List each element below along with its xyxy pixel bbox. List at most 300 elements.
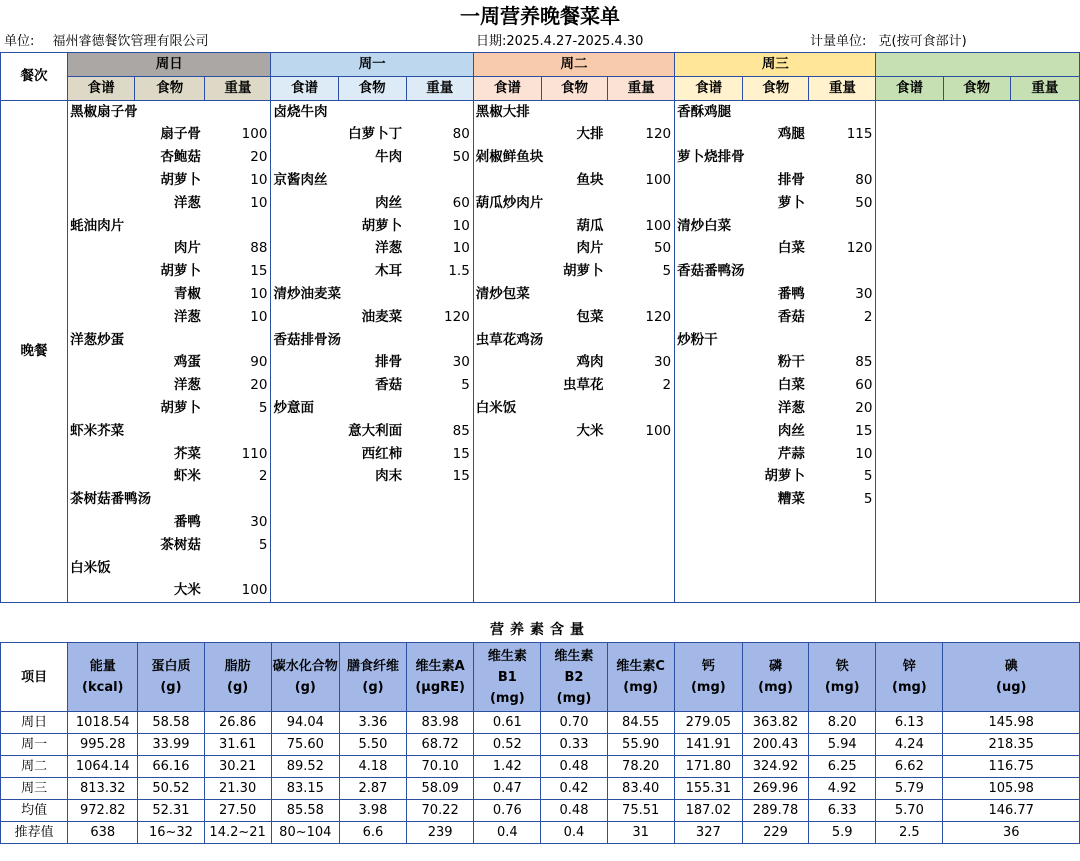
dish-name: 卤烧牛肉 [273,103,328,120]
food-name: 胡萝卜 [160,263,201,280]
nutrient-header: 锌 (mg) [876,643,943,712]
unit-info [4,33,209,51]
food-weight: 5 [809,488,876,511]
food-weight: 10 [809,443,876,466]
menu-row [1,192,1080,215]
dish-name [876,237,943,260]
dish-name [675,511,743,534]
nutrition-row [1,756,1080,778]
dish-name [271,146,338,169]
weight-header: 重量 [205,76,271,100]
food-name: 茶树菇 [160,536,201,553]
food-weight [809,215,876,238]
food-weight [809,511,876,534]
food-weight [205,488,271,511]
food-name: 虫草花 [563,377,604,394]
food-name [743,557,809,580]
food-weight [205,557,271,580]
food-weight: 10 [205,169,271,192]
nutrient-value: 6.6 [339,822,406,844]
food-weight [205,215,271,238]
dish-name [271,557,338,580]
food-header: 食物 [943,76,1010,100]
page-title: 一周营养晚餐菜单 [460,4,620,28]
dish-name [271,237,338,260]
food-weight [406,283,473,306]
food-name [135,215,205,238]
food-name [541,511,607,534]
food-name: 青椒 [173,285,201,302]
food-name [541,579,607,602]
nutrient-value: 27.50 [204,800,271,822]
dish-name [68,443,135,466]
food-weight [406,511,473,534]
nutrient-value: 813.32 [68,778,138,800]
dish-name [473,511,541,534]
dish-name [876,123,943,146]
dish-name [876,260,943,283]
nutrient-value: 70.10 [407,756,474,778]
food-weight [205,420,271,443]
day-header: 周一 [271,53,473,77]
nutrient-value: 1064.14 [68,756,138,778]
dish-name: 京酱肉丝 [273,171,328,188]
nutrition-row [1,778,1080,800]
food-name: 芹蒜 [777,445,805,462]
food-name: 鸡腿 [777,126,805,143]
dish-name [271,511,338,534]
food-name [943,374,1010,397]
food-name [943,465,1010,488]
menu-table [0,52,1080,603]
dish-name [473,237,541,260]
nutrient-value: 218.35 [943,734,1080,756]
food-weight: 2 [809,306,876,329]
food-weight [1010,192,1079,215]
food-name: 鸡肉 [576,354,604,371]
food-name [541,100,607,123]
food-name: 木耳 [375,263,403,280]
food-weight: 10 [406,237,473,260]
food-name: 鸡蛋 [173,354,201,371]
dish-name [876,215,943,238]
measure-info [810,33,967,51]
food-weight [406,329,473,352]
dish-name [675,192,743,215]
food-weight [608,534,675,557]
menu-row [1,511,1080,534]
dish-name [473,306,541,329]
food-name [943,146,1010,169]
day-header [876,53,1080,77]
food-name [338,511,406,534]
food-name: 洋葱 [777,399,805,416]
nutrition-header-row [1,643,1080,712]
food-weight: 20 [205,146,271,169]
food-name [135,100,205,123]
food-name: 白菜 [777,377,805,394]
nutrient-value: 995.28 [68,734,138,756]
food-weight: 60 [406,192,473,215]
nutrient-value: 21.30 [204,778,271,800]
dish-name [271,374,338,397]
dish-name [68,511,135,534]
dish-name: 黑椒大排 [475,103,530,120]
food-weight: 5 [205,534,271,557]
dish-name [675,351,743,374]
nutrient-value: 83.40 [607,778,674,800]
dish-name: 炒意面 [273,399,314,416]
food-weight [406,397,473,420]
food-weight [1010,260,1079,283]
dish-name [876,488,943,511]
food-weight [608,100,675,123]
food-weight [1010,511,1079,534]
meal-name: 晚餐 [1,100,68,603]
food-weight: 80 [406,123,473,146]
food-weight: 110 [205,443,271,466]
dish-name [876,306,943,329]
dish-name [876,351,943,374]
food-name [338,169,406,192]
weight-header: 重量 [1010,76,1079,100]
food-weight [406,534,473,557]
food-name: 肉末 [375,468,403,485]
food-weight: 5 [406,374,473,397]
nutrient-value: 6.62 [876,756,943,778]
weight-header: 重量 [608,76,675,100]
nutrient-value: 2.5 [876,822,943,844]
nutrient-value: 2.87 [339,778,406,800]
food-name: 芥菜 [173,445,201,462]
nutrient-value: 84.55 [607,712,674,734]
nutrient-value: 0.61 [474,712,541,734]
food-weight [608,488,675,511]
food-weight: 2 [205,465,271,488]
menu-row [1,215,1080,238]
dish-name [675,123,743,146]
food-weight [608,579,675,602]
menu-row [1,534,1080,557]
food-weight [809,146,876,169]
food-name: 洋葱 [173,377,201,394]
nutrient-value: 58.58 [138,712,204,734]
dish-name [271,192,338,215]
nutrient-value: 200.43 [742,734,808,756]
dish-name [675,283,743,306]
food-name [541,192,607,215]
food-weight [1010,306,1079,329]
food-weight: 120 [809,237,876,260]
food-name: 白萝卜丁 [348,126,403,143]
nutrient-header: 能量 (kcal) [68,643,138,712]
food-weight [1010,351,1079,374]
food-name [743,511,809,534]
dish-name: 剁椒鲜鱼块 [475,149,544,166]
food-weight [608,465,675,488]
dish-name [473,260,541,283]
food-name [943,169,1010,192]
row-label: 周日 [1,712,68,734]
nutrient-value: 0.52 [474,734,541,756]
food-name [541,465,607,488]
dish-name: 萝卜烧排骨 [677,149,745,166]
nutrient-header: 蛋白质 (g) [138,643,204,712]
food-weight: 115 [809,123,876,146]
nutrient-value: 6.33 [809,800,876,822]
food-weight: 1.5 [406,260,473,283]
food-name: 大米 [576,422,604,439]
menu-row [1,488,1080,511]
menu-day-header-row [1,53,1080,77]
food-name [943,237,1010,260]
nutrient-value: 66.16 [138,756,204,778]
food-weight: 30 [809,283,876,306]
menu-row [1,123,1080,146]
food-weight [1010,397,1079,420]
food-weight: 100 [608,169,675,192]
dish-name [68,169,135,192]
food-weight [1010,100,1079,123]
nutrient-value: 972.82 [68,800,138,822]
nutrition-table [0,642,1080,844]
measure-value: 克(按可食部计) [878,34,967,49]
food-weight: 5 [809,465,876,488]
nutrient-value: 83.15 [271,778,339,800]
food-weight [608,283,675,306]
food-name: 洋葱 [173,308,201,325]
dish-name [876,534,943,557]
day-header: 周三 [675,53,876,77]
food-weight: 100 [608,215,675,238]
dish-name [68,306,135,329]
dish-name: 炒粉干 [677,331,718,348]
food-name: 白菜 [777,240,805,257]
dish-name [876,283,943,306]
dish-name [271,488,338,511]
dish-name [473,579,541,602]
menu-row [1,397,1080,420]
food-name [743,534,809,557]
nutrient-header: 脂肪 (g) [204,643,271,712]
nutrient-value: 30.21 [204,756,271,778]
nutrient-value: 363.82 [742,712,808,734]
food-name [541,283,607,306]
nutrient-value: 146.77 [943,800,1080,822]
food-weight: 90 [205,351,271,374]
nutrient-value: 105.98 [943,778,1080,800]
food-name [338,579,406,602]
nutrient-value: 145.98 [943,712,1080,734]
food-name [743,100,809,123]
food-name [943,123,1010,146]
row-label: 周一 [1,734,68,756]
nutrition-row [1,712,1080,734]
dish-name [68,374,135,397]
food-weight [205,329,271,352]
date-info [476,33,643,51]
dish-name: 香酥鸡腿 [677,103,732,120]
dish-name [675,374,743,397]
food-name: 胡萝卜 [764,468,805,485]
menu-row [1,169,1080,192]
food-weight [1010,534,1079,557]
food-name: 洋葱 [375,240,403,257]
food-name: 肉片 [576,240,604,257]
dish-name [271,579,338,602]
dish-name: 清炒油麦菜 [273,285,341,302]
food-name: 肉丝 [777,422,805,439]
nutrient-value: 187.02 [674,800,742,822]
nutrient-value: 5.9 [809,822,876,844]
dish-name [876,579,943,602]
dish-name [68,192,135,215]
food-name: 胡萝卜 [361,217,403,234]
food-weight: 10 [205,306,271,329]
dish-name [675,557,743,580]
food-name: 包菜 [576,308,604,325]
food-name [541,443,607,466]
dish-name [876,465,943,488]
food-weight [608,329,675,352]
food-weight: 15 [809,420,876,443]
food-name [943,534,1010,557]
food-name [338,283,406,306]
dish-name [68,534,135,557]
menu-row [1,100,1080,123]
dish-name [675,534,743,557]
nutrient-header: 钙 (mg) [674,643,742,712]
nutrient-value: 279.05 [674,712,742,734]
food-weight: 50 [406,146,473,169]
nutrient-header: 磷 (mg) [742,643,808,712]
dish-name [876,169,943,192]
dish-name [473,443,541,466]
food-name [541,397,607,420]
food-weight [406,488,473,511]
food-weight: 120 [608,306,675,329]
dish-name [473,557,541,580]
nutrient-value: 141.91 [674,734,742,756]
food-weight: 80 [809,169,876,192]
food-weight: 50 [608,237,675,260]
food-name: 西红柿 [361,445,403,462]
menu-row [1,283,1080,306]
nutrient-header: 碳水化合物 (g) [271,643,339,712]
food-weight [1010,329,1079,352]
menu-row [1,329,1080,352]
nutrient-value: 0.4 [474,822,541,844]
nutrient-value: 638 [68,822,138,844]
nutrient-value: 78.20 [607,756,674,778]
dish-name [675,465,743,488]
food-weight: 85 [406,420,473,443]
nutrient-value: 52.31 [138,800,204,822]
food-name: 油麦菜 [361,308,403,325]
food-weight [809,260,876,283]
food-name: 扇子骨 [160,126,201,143]
unit-label: 单位: [4,34,35,49]
nutrient-value: 50.52 [138,778,204,800]
dish-name [675,443,743,466]
food-name: 萝卜 [777,194,805,211]
dish-name [675,579,743,602]
dish-name [473,123,541,146]
nutrition-row [1,734,1080,756]
nutrient-header: 铁 (mg) [809,643,876,712]
food-weight [205,100,271,123]
dish-name [876,420,943,443]
nutrient-value: 94.04 [271,712,339,734]
menu-row [1,260,1080,283]
day-header: 周日 [68,53,271,77]
food-weight [1010,283,1079,306]
unit-value: 福州睿德餐饮管理有限公司 [52,34,209,49]
nutrient-value: 229 [742,822,808,844]
food-name [743,329,809,352]
dish-name [68,123,135,146]
row-label: 推荐值 [1,822,68,844]
nutrient-value: 31 [607,822,674,844]
dish-name: 葫瓜炒肉片 [475,194,544,211]
food-name: 番鸭 [173,513,201,530]
nutrient-header: 维生素 B1 (mg) [474,643,541,712]
food-name [743,146,809,169]
nutrient-value: 80~104 [271,822,339,844]
nutrient-value: 0.76 [474,800,541,822]
nutrition-row [1,822,1080,844]
dish-name [473,374,541,397]
food-name: 香菇 [375,377,403,394]
dish-name [271,351,338,374]
dish-name: 白米饭 [475,399,517,416]
nutrient-value: 5.70 [876,800,943,822]
dish-name: 洋葱炒蛋 [70,331,125,348]
nutrient-value: 0.33 [541,734,607,756]
dish-name [68,465,135,488]
food-name [338,534,406,557]
food-weight: 5 [205,397,271,420]
food-name: 排骨 [777,171,805,188]
dish-name [876,100,943,123]
nutrient-value: 36 [943,822,1080,844]
food-name [743,215,809,238]
nutrient-value: 68.72 [407,734,474,756]
menu-row [1,351,1080,374]
nutrient-value: 3.36 [339,712,406,734]
dish-name [271,215,338,238]
nutrient-value: 4.18 [339,756,406,778]
dish-name [271,420,338,443]
food-name: 鱼块 [576,171,604,188]
dish-name: 蚝油肉片 [70,217,125,234]
dish-name [876,443,943,466]
nutrient-value: 269.96 [742,778,808,800]
food-weight: 88 [205,237,271,260]
food-name [943,329,1010,352]
food-weight: 30 [205,511,271,534]
food-weight: 2 [608,374,675,397]
dish-name: 黑椒扇子骨 [70,103,138,120]
food-weight [1010,443,1079,466]
food-weight: 10 [406,215,473,238]
food-name: 杏鲍菇 [160,149,201,166]
food-weight [1010,215,1079,238]
food-weight [1010,557,1079,580]
food-weight: 10 [205,192,271,215]
food-weight: 120 [608,123,675,146]
nutrient-value: 85.58 [271,800,339,822]
